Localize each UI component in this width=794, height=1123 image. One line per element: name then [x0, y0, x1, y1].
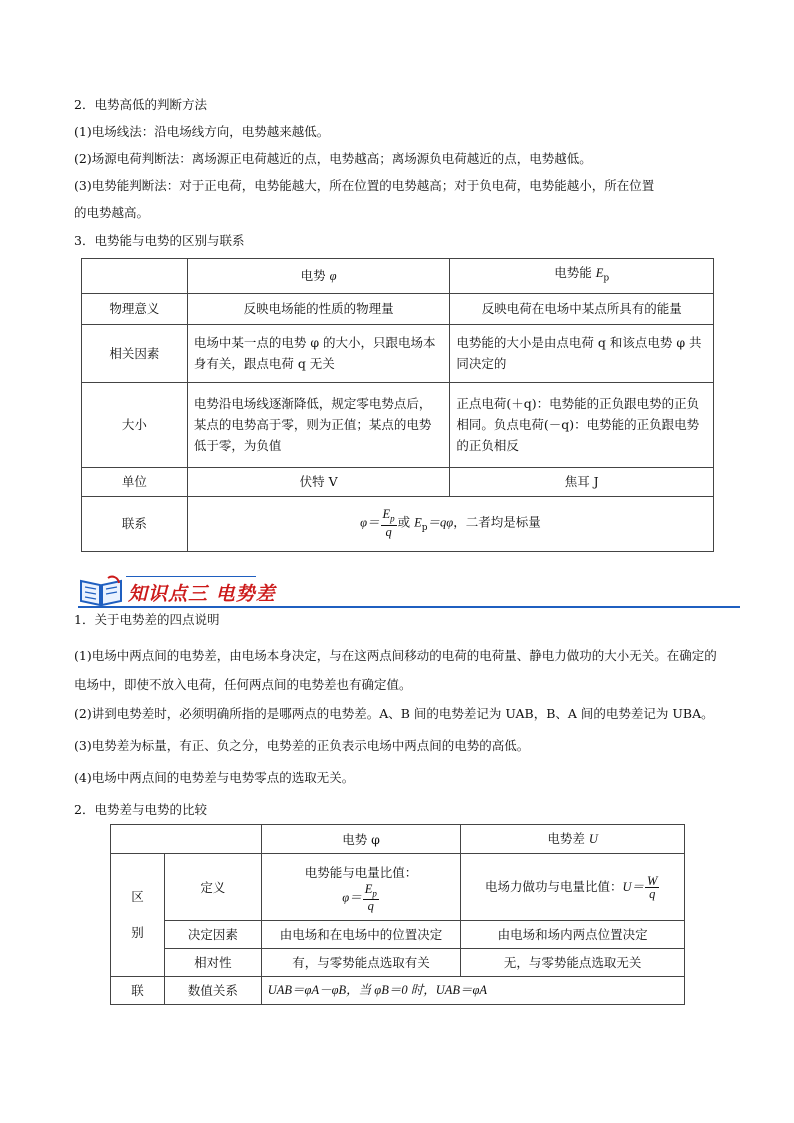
paragraph-point-4: (4)电场中两点间的电势差与电势零点的选取无关。	[74, 770, 355, 785]
paragraph-potential-energy-method-cont: 的电势越高。	[74, 205, 150, 220]
table-header-potential-energy: 电势能 $E_p$	[450, 259, 714, 294]
table-row	[111, 825, 685, 854]
heading-difference-relation: 3．电势能与电势的区别与联系	[74, 233, 245, 248]
paragraph-point-2: (2)讲到电势差时，必须明确所指的是哪两点的电势差。A、B 间的电势差记为 UAB，B、A 间的电势差记为 UBA。	[74, 706, 714, 721]
paragraph-source-charge-method: (2)场源电荷判断法：离场源正电荷越近的点，电势越高；离场源负电荷越近的点，电势越低。	[74, 151, 592, 166]
book-icon	[78, 575, 124, 607]
table-corner-cell	[82, 259, 188, 294]
group-label-relation: 联	[111, 977, 165, 1005]
banner-title: 知识点三 电势差	[128, 583, 276, 605]
fraction-ep-over-q: $\frac{E_p}{q}$	[382, 507, 395, 539]
table-row	[82, 496, 714, 551]
cell-potential-factors: 由电场和在电场中的位置决定	[261, 921, 461, 949]
cell-potential-meaning: 反映电场能的性质的物理量	[187, 293, 450, 324]
table-row	[111, 977, 685, 1005]
row-label-magnitude: 大小	[82, 382, 188, 467]
comparison-table-potential-energy	[81, 258, 714, 552]
cell-potential-definition: 电势能与电量比值： φ＝ $\frac{E_p}{q}$	[261, 854, 461, 921]
table-row	[111, 921, 685, 949]
row-label-related-factors: 相关因素	[82, 324, 188, 382]
cell-relation-formula: φ＝ $\frac{E_p}{q}$ 或 $E_p=q\varphi$，二者均是标量	[187, 496, 713, 551]
table-header-potential-difference: 电势差 U	[461, 825, 685, 854]
heading-judgement-methods: 2．电势高低的判断方法	[74, 97, 207, 112]
row-label-determining-factors: 决定因素	[164, 921, 261, 949]
fraction-ep-over-q: $\frac{E_p}{q}$	[364, 881, 377, 914]
table-header-potential: 电势 φ	[187, 259, 450, 294]
row-label-numeric-relation: 数值关系	[164, 977, 261, 1005]
cell-energy-meaning: 反映电荷在电场中某点所具有的能量	[450, 293, 714, 324]
cell-energy-factors: 电势能的大小是由点电荷 q 和该点电势 φ 共同决定的	[450, 324, 714, 382]
table-corner-cell	[111, 825, 262, 854]
group-label-difference: 区 别	[111, 854, 165, 977]
row-label-relativity: 相对性	[164, 949, 261, 977]
table-row	[82, 382, 714, 467]
cell-numeric-relation: UAB＝φA－φB，当 φB＝0 时，UAB＝φA	[261, 977, 684, 1005]
row-label-relation: 联系	[82, 496, 188, 551]
table-row	[82, 259, 714, 294]
banner-divider	[78, 606, 740, 608]
comparison-table-potential-difference	[110, 824, 685, 1005]
cell-difference-factors: 由电场和场内两点位置决定	[461, 921, 685, 949]
cell-potential-relativity: 有，与零势能点选取有关	[261, 949, 461, 977]
cell-energy-magnitude: 正点电荷(＋q)：电势能的正负跟电势的正负相同。负点电荷(－q)：电势能的正负跟电势的正负相反	[450, 382, 714, 467]
paragraph-potential-energy-method: (3)电势能判断法：对于正电荷，电势能越大，所在位置的电势越高；对于负电荷，电势能越小，所在位置	[74, 178, 655, 193]
table-row	[82, 467, 714, 496]
row-label-unit: 单位	[82, 467, 188, 496]
cell-potential-unit: 伏特 V	[187, 467, 450, 496]
cell-difference-definition: 电场力做功与电量比值：U＝ $\frac{W}{q}$	[461, 854, 685, 921]
section-banner-knowledge-point-3	[78, 573, 740, 607]
paragraph-field-line-method: (1)电场线法：沿电场线方向，电势越来越低。	[74, 124, 330, 139]
cell-potential-factors: 电场中某一点的电势 φ 的大小，只跟电场本身有关，跟点电荷 q 无关	[187, 324, 450, 382]
paragraph-point-1: (1)电场中两点间的电势差，由电场本身决定，与在这两点间移动的电荷的电荷量、静电力做功的大小无关。在确定的电场中，即使不放入电荷，任何两点间的电势差也有确定值。	[74, 648, 717, 692]
cell-energy-unit: 焦耳 J	[450, 467, 714, 496]
banner-top-line	[126, 576, 256, 577]
table-row	[111, 854, 685, 921]
cell-potential-magnitude: 电势沿电场线逐渐降低，规定零电势点后，某点的电势高于零，则为正值；某点的电势低于零，为负值	[187, 382, 450, 467]
table-header-potential: 电势 φ	[261, 825, 461, 854]
heading-difference-comparison: 2．电势差与电势的比较	[74, 802, 207, 817]
fraction-w-over-q: $\frac{W}{q}$	[647, 873, 658, 901]
cell-difference-relativity: 无，与零势能点选取无关	[461, 949, 685, 977]
paragraph-point-3: (3)电势差为标量，有正、负之分，电势差的正负表示电场中两点间的电势的高低。	[74, 738, 530, 753]
table-row	[82, 293, 714, 324]
row-label-definition: 定义	[164, 854, 261, 921]
table-row	[82, 324, 714, 382]
table-row	[111, 949, 685, 977]
row-label-physical-meaning: 物理意义	[82, 293, 188, 324]
heading-four-points: 1．关于电势差的四点说明	[74, 612, 220, 627]
